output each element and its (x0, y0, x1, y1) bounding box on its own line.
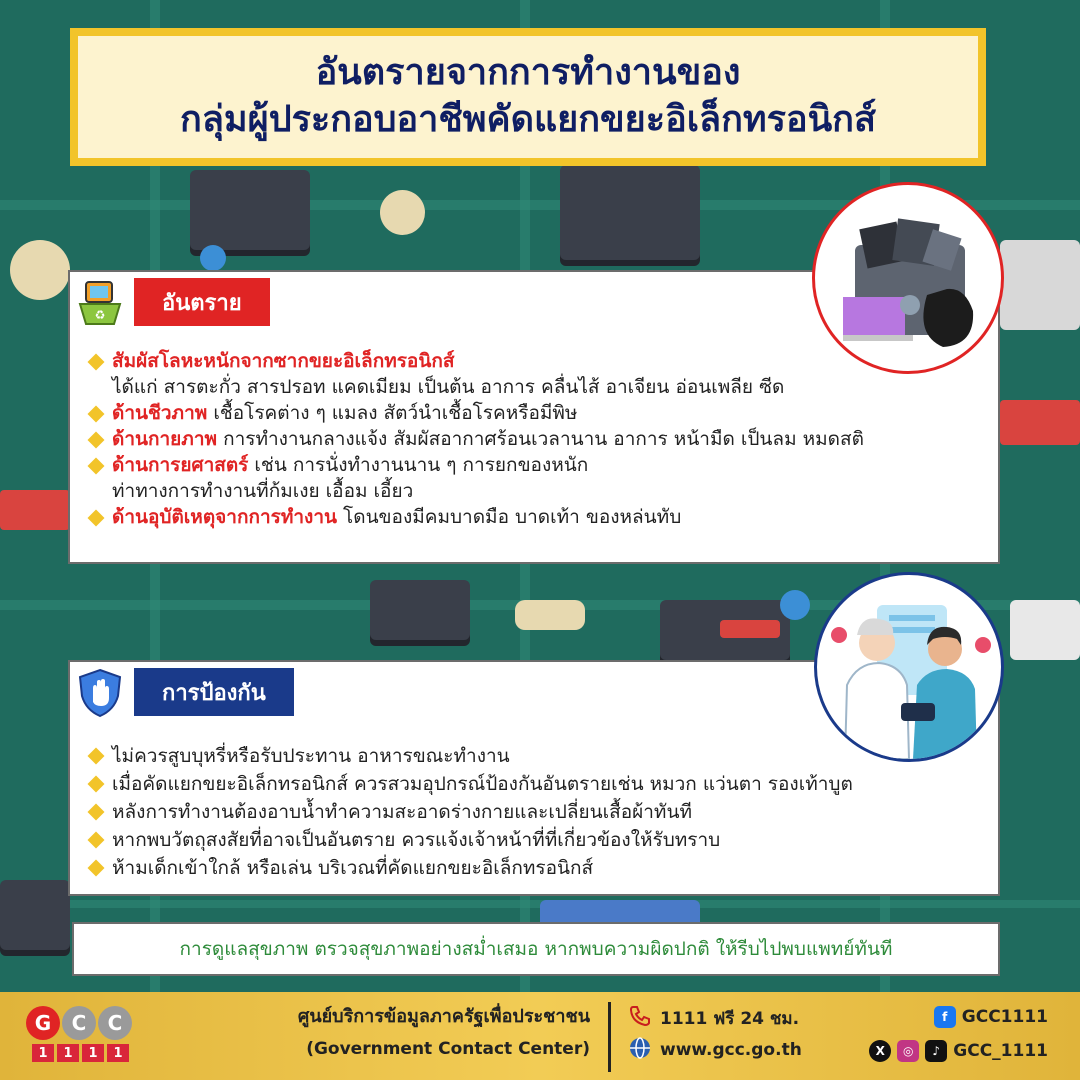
danger-item (86, 452, 990, 504)
phone-text: 1111 ฟรี 24 ชม. (660, 1008, 800, 1029)
organization-name (240, 1002, 590, 1066)
footer-divider (608, 1002, 611, 1072)
danger-item-text: การทำงานกลางแจ้ง สัมผัสอากาศร้อนเวลานาน อาการ หน้ามืด เป็นลม หมดสติ (217, 428, 864, 450)
danger-item (86, 426, 990, 452)
danger-item-bold: ด้านการยศาสตร์ (112, 454, 249, 476)
bullet-icon (88, 458, 105, 475)
danger-heading: อันตราย (134, 278, 270, 326)
prevention-item-text: เมื่อคัดแยกขยะอิเล็กทรอนิกส์ ควรสวมอุปกรณ์ป้องกันอันตรายเช่น หมวก แว่นตา รองเท้าบูต (112, 773, 853, 795)
x-icon[interactable]: X (869, 1040, 891, 1062)
bullet-icon (88, 804, 105, 821)
recycle-tv-icon (70, 272, 130, 332)
gcc-logo (26, 1006, 134, 1066)
danger-item-sub: ท่าทางการทำงานที่ก้มเงย เอื้อม เอี้ยว (112, 480, 414, 502)
danger-item-text: โดนของมีคมบาดมือ บาดเท้า ของหล่นทับ (336, 506, 682, 528)
prevention-item (86, 826, 990, 854)
prevention-item (86, 742, 990, 770)
logo-digit: 1 (107, 1044, 129, 1062)
prevention-heading: การป้องกัน (134, 668, 294, 716)
facebook-icon[interactable]: f (934, 1006, 956, 1028)
danger-item-text: เช่น การนั่งทำงานนาน ๆ การยกของหนัก (248, 454, 589, 476)
danger-item-text: เชื้อโรคต่าง ๆ แมลง สัตว์นำเชื้อโรคหรือมีพิษ (207, 402, 578, 424)
danger-item-bold: ด้านชีวภาพ (112, 402, 208, 424)
globe-icon (628, 1036, 652, 1065)
logo-letter: C (62, 1006, 96, 1040)
title-line-1: อันตรายจากการทำงานของ (315, 52, 741, 94)
bullet-icon (88, 432, 105, 449)
prevention-item-text: ห้ามเด็กเข้าใกล้ หรือเล่น บริเวณที่คัดแยกขยะอิเล็กทรอนิกส์ (112, 857, 594, 879)
bullet-icon (88, 354, 105, 371)
bullet-icon (88, 748, 105, 765)
prevention-item-text: หลังการทำงานต้องอาบน้ำทำความสะอาดร่างกายและเปลี่ยนเสื้อผ้าทันที (112, 801, 692, 823)
logo-digit: 1 (82, 1044, 104, 1062)
org-name-english: (Government Contact Center) (306, 1039, 590, 1059)
bullet-icon (88, 510, 105, 527)
prevention-item-text: ไม่ควรสูบบุหรี่หรือรับประทาน อาหารขณะทำงาน (112, 745, 510, 767)
tiktok-icon[interactable]: ♪ (925, 1040, 947, 1062)
bullet-icon (88, 406, 105, 423)
social-links (848, 1000, 1048, 1068)
prevention-item (86, 798, 990, 826)
danger-item-bold: ด้านกายภาพ (112, 428, 218, 450)
prevention-item (86, 770, 990, 798)
facebook-handle[interactable]: GCC1111 (961, 1007, 1048, 1027)
danger-item (86, 504, 990, 530)
prevention-tag (70, 662, 294, 722)
phone-icon (628, 1004, 652, 1033)
danger-item-sub: ได้แก่ สารตะกั่ว สารปรอท แคดเมียม เป็นต้น อาการ คลื่นไส้ อาเจียน อ่อนเพลีย ซีด (112, 376, 785, 398)
social-handle[interactable]: GCC_1111 (953, 1041, 1048, 1061)
instagram-icon[interactable]: ◎ (897, 1040, 919, 1062)
doctor-checkup-illustration (814, 572, 1004, 762)
e-waste-illustration (812, 182, 1004, 374)
hand-shield-icon (70, 662, 130, 722)
org-name-thai: ศูนย์บริการข้อมูลภาครัฐเพื่อประชาชน (297, 1006, 590, 1027)
svg-text:♻: ♻ (94, 308, 106, 322)
logo-digit: 1 (32, 1044, 54, 1062)
footer (0, 992, 1080, 1080)
logo-digit: 1 (57, 1044, 79, 1062)
danger-tag (70, 272, 270, 332)
prevention-item (86, 854, 990, 882)
prevention-list (86, 742, 990, 882)
contact-info (628, 1002, 802, 1066)
bullet-icon (88, 776, 105, 793)
bullet-icon (88, 860, 105, 877)
danger-item (86, 400, 990, 426)
logo-letter: C (98, 1006, 132, 1040)
title-banner (70, 28, 986, 166)
prevention-item-text: หากพบวัตถุสงสัยที่อาจเป็นอันตราย ควรแจ้งเจ้าหน้าที่ที่เกี่ยวข้องให้รับทราบ (112, 829, 721, 851)
danger-item-bold: ด้านอุบัติเหตุจากการทำงาน (112, 506, 337, 528)
website-link[interactable]: www.gcc.go.th (660, 1040, 802, 1060)
title-line-2: กลุ่มผู้ประกอบอาชีพคัดแยกขยะอิเล็กทรอนิกส์ (180, 99, 876, 140)
danger-list (86, 348, 990, 530)
danger-item-bold: สัมผัสโลหะหนักจากซากขยะอิเล็กทรอนิกส์ (112, 350, 455, 372)
bullet-icon (88, 832, 105, 849)
health-advice-note: การดูแลสุขภาพ ตรวจสุขภาพอย่างสม่ำเสมอ หากพบความผิดปกติ ให้รีบไปพบแพทย์ทันที (72, 922, 1000, 976)
logo-letter: G (26, 1006, 60, 1040)
